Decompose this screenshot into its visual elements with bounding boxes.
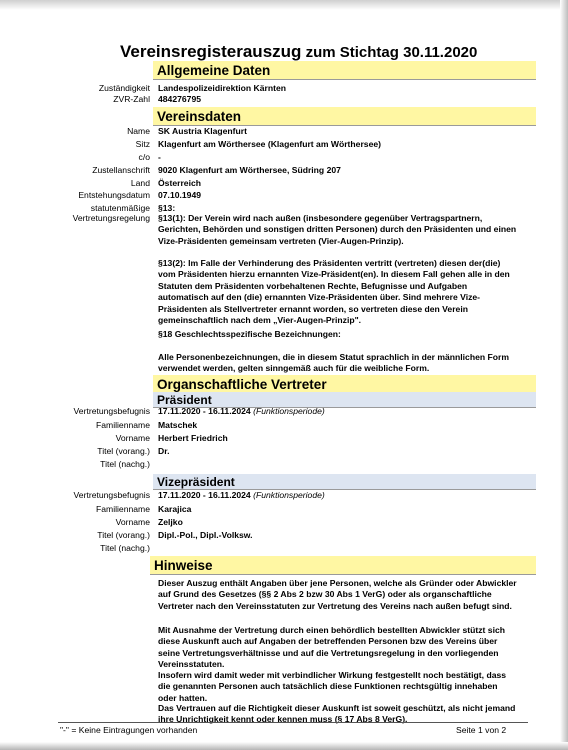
label-vice-vertretungsbefugnis: Vertretungsbefugnis	[73, 490, 150, 500]
section-hinweise-heading: Hinweise	[150, 556, 536, 575]
vice-period: 17.11.2020 - 16.11.2024	[158, 490, 251, 500]
page-top-shadow	[0, 0, 568, 10]
statute-paragraph-2: §13(2): Im Falle der Verhinderung des Präsidenten vertritt (vertreten) diesen der(die) vom Präsidenten hierzu ernannten Vize-Präsident(en). In diesem Fall gehen alle in den Statuten dem Präsidenten vorbehaltenen Rechte, Befugnisse und Aufgaben automatisch auf den (die) ernannten Vize-Präsidenten über. Sind mehrere Vize-Präsidenten als Stellvertreter ernannt worden, so vertreten diese den Verein gemeinschaftlich nach dem „Vier-Augen-Prinzip".	[158, 258, 510, 326]
page-bottom-shadow	[0, 742, 568, 750]
document-date: zum Stichtag 30.11.2020	[305, 44, 478, 61]
president-period: 17.11.2020 - 16.11.2024	[158, 406, 251, 416]
label-president-familienname: Familienname	[96, 420, 150, 430]
value-name: SK Austria Klagenfurt	[158, 126, 247, 136]
vice-president-heading: Vizepräsident	[153, 474, 536, 490]
value-sitz: Klagenfurt am Wörthersee (Klagenfurt am Wörthersee)	[158, 139, 381, 149]
section-organs-heading: Organschaftliche Vertreter	[153, 375, 536, 394]
page-title	[120, 42, 477, 62]
label-entstehungsdatum: Entstehungsdatum	[78, 190, 150, 200]
value-co: -	[158, 152, 161, 162]
label-sitz: Sitz	[135, 139, 150, 149]
footer-divider	[58, 722, 528, 723]
statute-paragraph-1: §13(1): Der Verein wird nach außen (insbesondere gegenüber Vertragspartnern, Gerichten, Behörden und sonstigen dritten Personen) durch den Präsidenten und einen Vize-Präsidenten gemeinsam vertreten (Vier-Augen-Prinzip).	[158, 213, 517, 246]
label-name: Name	[127, 126, 150, 136]
value-president-titel-vorang: Dr.	[158, 446, 170, 456]
value-president-familienname: Matschek	[158, 420, 198, 430]
value-vice-familienname: Karajica	[158, 504, 192, 514]
president-heading: Präsident	[153, 392, 536, 408]
label-president-vertretungsbefugnis: Vertretungsbefugnis	[73, 406, 150, 416]
hinweise-paragraph-4: Das Vertrauen auf die Richtigkeit dieser Auskunft ist soweit geschützt, als nicht jemand ihre Unrichtigkeit kennt oder kennen muss (§ 17 Abs 8 VerG).	[158, 703, 516, 725]
statute-paragraph-3: §18 Geschlechtsspezifische Bezeichnungen:	[158, 329, 341, 339]
label-vice-titel-vorang: Titel (vorang.)	[97, 530, 150, 540]
hinweise-paragraph-2: Mit Ausnahme der Vertretung durch einen behördlich bestellten Abwickler stützt sich diese Auskunft auch auf Angaben der betreffenden Personen bzw des Vereins über seine Vertretungsverhältnisse und auf die Vertretungsregelung in den vorliegenden Vereinsstatuten.	[158, 625, 505, 670]
value-entstehungsdatum: 07.10.1949	[158, 190, 202, 200]
label-land: Land	[130, 178, 150, 188]
value-president-vorname: Herbert Friedrich	[158, 433, 228, 443]
label-zustaendigkeit: Zuständigkeit	[98, 83, 150, 93]
vice-period-note: (Funktionsperiode)	[253, 490, 325, 500]
value-president-vertretungsbefugnis	[158, 406, 528, 417]
president-period-note: (Funktionsperiode)	[253, 406, 325, 416]
label-president-vorname: Vorname	[115, 433, 150, 443]
label-president-titel-nachg: Titel (nachg.)	[100, 459, 150, 469]
label-zustellanschrift: Zustellanschrift	[92, 165, 150, 175]
value-statute-ref: §13:	[158, 203, 176, 213]
label-statutenmaessige: statutenmäßige	[90, 203, 150, 213]
document-title: Vereinsregisterauszug	[120, 42, 302, 61]
label-zvr: ZVR-Zahl	[113, 94, 150, 104]
statute-paragraph-4: Alle Personenbezeichnungen, die in diesem Statut sprachlich in der männlichen Form verwendet werden, gelten sinngemäß auch für die weibliche Form.	[158, 352, 509, 374]
hinweise-paragraph-3: Insofern wird damit weder mit verbindlicher Wirkung festgestellt noch bestätigt, dass die genannten Personen auch tatsächlich diese Funktionen rechtsgültig innehaben oder hatten.	[158, 670, 507, 703]
value-zvr: 484276795	[158, 94, 202, 104]
label-vice-titel-nachg: Titel (nachg.)	[100, 543, 150, 553]
value-zustellanschrift: 9020 Klagenfurt am Wörthersee, Südring 207	[158, 165, 341, 175]
label-vertretungsregelung: Vertretungsregelung	[72, 213, 150, 223]
value-land: Österreich	[158, 178, 201, 188]
value-zustaendigkeit: Landespolizeidirektion Kärnten	[158, 83, 286, 93]
value-vice-vertretungsbefugnis	[158, 490, 528, 501]
label-vice-vorname: Vorname	[115, 517, 150, 527]
footer-page-number: Seite 1 von 2	[456, 725, 507, 735]
section-vereinsdaten-heading: Vereinsdaten	[153, 107, 536, 126]
label-vice-familienname: Familienname	[96, 504, 150, 514]
value-vice-vorname: Zeljko	[158, 517, 183, 527]
label-president-titel-vorang: Titel (vorang.)	[97, 446, 150, 456]
label-co: c/o	[138, 152, 150, 162]
value-vice-titel-vorang: Dipl.-Pol., Dipl.-Volksw.	[158, 530, 253, 540]
hinweise-paragraph-1: Dieser Auszug enthält Angaben über jene Personen, welche als Gründer oder Abwickler auf Grund des Gesetzes (§§ 2 Abs 2 bzw 30 Abs 1 VerG) oder als organschaftliche Vertreter nach den Vereinsstatuten zur Vertretung des Vereins nach außen befugt sind.	[158, 578, 517, 611]
footer-legend: "-" = Keine Eintragungen vorhanden	[60, 725, 198, 735]
page-right-shadow	[560, 0, 568, 750]
section-general-heading: Allgemeine Daten	[153, 61, 536, 80]
